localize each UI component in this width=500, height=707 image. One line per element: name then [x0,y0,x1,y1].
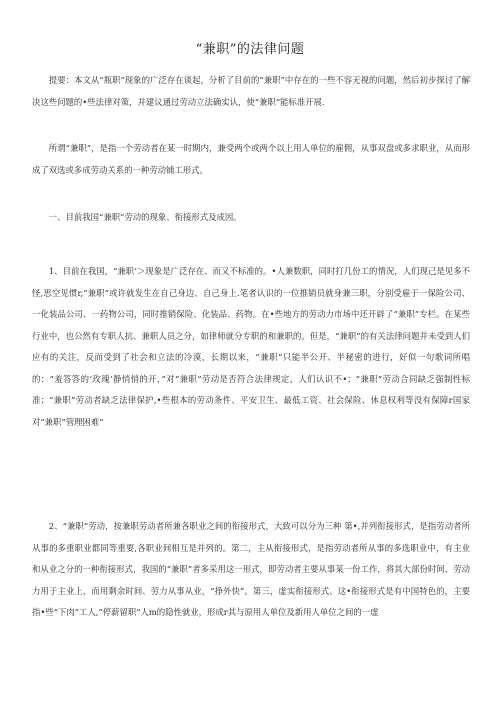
document-title: “兼职”的法律问题 [195,42,305,57]
abstract-paragraph: 提要：本文从“瓶职”现象的广泛存在谈起，分析了目前的“兼职”中存在的一些不容无视的问题，然后初步探讨了解决这些问题的•些法律对策，并建议通过劳动立法确实认，使“兼职”能标准开展. [32,75,470,107]
definition-paragraph: 所谓“兼职”，是指一个劳动者在某一时期内，兼受两个或两个以上用人单位的雇佣，从事双盘或多求职业，从而形成了双选或多成劳动关系的一种劳动铺工形式。 [32,143,470,175]
body-paragraph-1: 1、目前在我国，“兼职’＞现象是广泛存在、而又不标准的。•人兼数职，同时打几份工的情况，人们现己是见多不怪,思空见惯r,“兼职”或许就发生在自己身边、自己身上.笔者认识的一位推销员就身兼三职，分别受雇于一保险公司、一化装品公司、一药物公司，同时推销保险、化装品、药物。在•些地方的劳动力市场中还开辟了“兼职”专栏。在某些行业中，也公然有专职人抗、兼职人员之分，如律师就分专职的和兼职的。但是，“兼职”的有关法律问题并未受到人们应有的关注，反而受到了社会和立法的冷漠，长期以来，“兼职”只能半公开、半秘密的进行，好似一句歌词所唱的：“羞答答的‘玫瑰’静悄悄的开，”对“兼职”劳动是否符合法律规定，人们认识不•；“兼职”劳动合同缺乏强制性标准；“兼职”劳动者缺乏法律保护,•些根本的劳动条件、平安卫生、最低工资、社会保险、休息权利等没有保障r国家对“兼职”管理困难“ [32,266,470,427]
section-heading-1: 一、目前我国“兼职”劳动的现象、衔接形式及成因。 [48,212,242,222]
body-paragraph-2: 2、“兼职”劳动，按兼职劳动者所兼各职业之间的衔接形式，大致可以分为三种 第•,并列衔接形式，是指劳动者所从事的多重职业都同等重要,各职业间相互是并列的。第二，主从衔接形式，是指劳动者所从事的多选职业中，有主业和从业之分的一种衔接形式，我国的“兼职”者多采用这一形式，即劳动者主要从事某一份工作，将其大部份时间、劳动力用于主业上，而用剩余时间、劳力从事从业，“挣外快”。第三，虚实衔接形式、这•衔接形式是有中国特色的，主要指•些“下肉”工人,“停薪留职”人m的隐性就业，形成r其与原用人单位及新用人单位之间的一虚 [32,521,470,617]
